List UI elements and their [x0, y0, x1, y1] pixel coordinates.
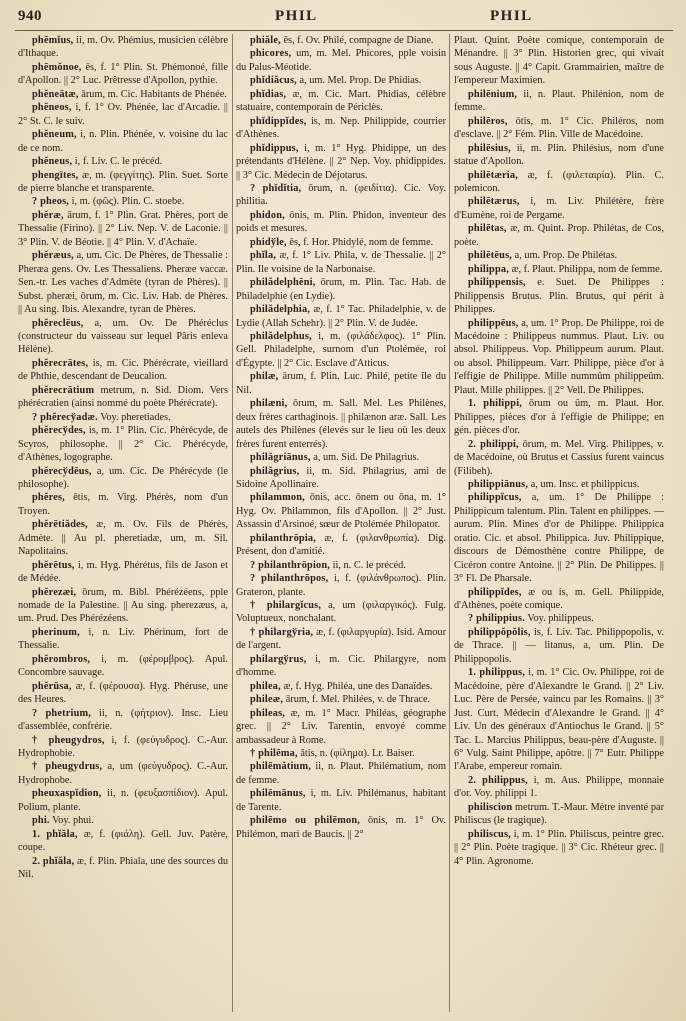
dictionary-entry [454, 491, 664, 585]
definition: i, m. Liv. Philétère, frère d'Eumène, roi de Pergame. [454, 196, 664, 221]
dictionary-entry [18, 61, 228, 88]
headword: phĕrecўdēus, [32, 465, 92, 477]
definition: ēs, f. 1° Plin. St. Phémonoé, fille d'Apollon. || 2° Luc. Prêtresse d'Apollon, pythie. [18, 61, 228, 87]
headword: philăgrius, [250, 465, 300, 477]
dictionary-entry [18, 88, 228, 101]
dictionary-entry [236, 74, 446, 87]
definition: ii, n. Plaut. Philénion, nom de femme. [454, 88, 664, 114]
headword: philădelphēni, [250, 277, 316, 289]
headword: 1. phĭăla, [32, 828, 78, 840]
definition: æ, f. Plaut. Philippa, nom de femme. [509, 263, 663, 275]
headword: philammon, [250, 492, 305, 504]
dictionary-entry [236, 182, 446, 209]
headword: ? pheos, [32, 196, 70, 208]
definition: i, m. (φέρομβρος). Apul. Concombre sauvage. [18, 653, 228, 679]
definition: is, f. Liv. Tac. Philippopolis, v. de Thrace. || — litanus, a, um. Plin. De Philippopolis. [454, 626, 664, 665]
definition: a, um. Cic. De Phérécyde (le philosophe). [18, 465, 228, 490]
headword: philæ, [250, 371, 279, 383]
headword: phidўle, [250, 236, 287, 248]
dictionary-entry [454, 263, 664, 276]
definition: a, um. Insc. et philippicus. [528, 478, 640, 490]
dictionary-entry [18, 559, 228, 586]
dictionary-entry [454, 397, 664, 437]
definition: a, um (φεύγυδρος). C.-Aur. Hydrophobe. [18, 761, 228, 786]
headword: phĕrezæi, [32, 586, 77, 598]
definition: i, m. 1° Hyg. Phidippe, un des prétendants d'Hélène. || 2° Nep. Voy. phidippides. || 3° Cic. Médecin de Déjotarus. [236, 142, 446, 181]
dictionary-entry [18, 760, 228, 787]
definition: a, um. 1° Prop. De Philippe, roi de Macédoine : Philippeus nummus. Plaut. Liv. ou absol. Philippeus. Vop. Philippeum aurum. Plaut. ou absol. Philippeum. Varr. Philippe, pièce d'or à l'effigie de Philippe. Mille nummûm philippeûm. Plaut. Mille philippes. || 2° Vell. De Philippes. [454, 317, 664, 396]
column-divider [232, 34, 233, 1012]
definition: ōtis, m. 1° Cic. Philéros, nom d'esclave. || 2° Fém. Plin. Ville de Macédoine. [454, 115, 664, 141]
dictionary-entry [236, 209, 446, 236]
dictionary-entry [236, 465, 446, 492]
dictionary-entry [18, 707, 228, 734]
dictionary-entry [236, 236, 446, 249]
headword: philippa, [468, 263, 510, 275]
headword: phicores, [250, 48, 292, 60]
dictionary-entry [454, 142, 664, 169]
definition: æ, f. (φιλαργυρία). Isid. Amour de l'argent. [236, 626, 447, 652]
definition: a, um. Ov. De Phéréclus (constructeur du vaisseau sur lequel Pâris enleva Hélène). [18, 317, 228, 356]
dictionary-entry [454, 774, 664, 801]
dictionary-entry [454, 586, 664, 613]
definition: Voy. philippeus. [524, 613, 594, 625]
definition: i, f. 1° Ov. Phénée, lac d'Arcadie. || 2° St. C. le suiv. [18, 102, 228, 127]
headword: phengītes, [32, 169, 79, 181]
dictionary-entry [454, 666, 664, 774]
definition: æ, f. (φιάλη). Gell. Juv. Patère, coupe. [18, 828, 229, 854]
definition: a, um. Cic. De Phères, de Thessalie : Pheræa gens. Ov. Les Thessaliens. Pheræe vaccæ. Sen.-tr. Les vaches d'Admète (tyran de Phères). || Subst. pheræi, ōrum, m. Cic. Liv. Hab. de Phères. || Au sing. Ibis. Alexandre, tyran de Phères. [18, 250, 228, 316]
headword: phileas, [250, 707, 286, 719]
definition: a, um. Sid. De Philagrius. [310, 452, 420, 464]
headword: phidon, [250, 209, 285, 221]
definition: æ ou is, m. Gell. Philippide, d'Athènes, poète comique. [454, 586, 664, 612]
dictionary-entry [236, 693, 446, 706]
definition: i, m. 1° Plin. Philiscus, peintre grec. || 2° Plin. Poète tragique. || 3° Cic. Rhéteur grec. || 4° Plin. Agronome. [454, 828, 664, 867]
headword: 2. philippus, [468, 774, 528, 786]
headword: philēmo ou philēmon, [250, 815, 361, 827]
dictionary-entry [236, 680, 446, 693]
headword: ? phĭdĭtia, [250, 182, 302, 194]
dictionary-entry [236, 303, 446, 330]
definition: æ, f. Plin. Phiala, une des sources du Nil. [18, 855, 229, 881]
definition: ōrum, m. Bibl. Phérézéens, pple nomade de la Palestine. || Au sing. pherezæus, a, um. Prud. Des Phérézéens. [18, 586, 228, 625]
dictionary-entry [18, 734, 228, 761]
headword: phĕrecrātium [32, 384, 95, 396]
headword: phĭdippus, [250, 142, 299, 154]
dictionary-entry [18, 249, 228, 316]
dictionary-entry [454, 478, 664, 491]
running-head-right: PHIL [490, 8, 533, 24]
definition: æ, f. (φιλανθρωπία). Dig. Présent, don d'amitié. [236, 532, 446, 558]
headword: † philargĭcus, [250, 600, 322, 612]
definition: metrum, n. Sid. Diom. Vers phérécratien (ainsi nommé du poète Phérécrate). [18, 384, 228, 410]
headword: phĭdippĭdes, [250, 115, 307, 127]
dictionary-entry [236, 276, 446, 303]
definition: ōnis, m. 1° Ov. Philémon, mari de Baucis. || 2° [236, 815, 446, 840]
dictionary-entry [454, 222, 664, 249]
headword: † philēma, [250, 748, 298, 760]
definition: i, n. Liv. Phérinum, fort de Thessalie. [18, 626, 228, 652]
headword: phĕneum, [32, 129, 77, 141]
definition: ii, n. (φήτριον). Insc. Lieu d'assemblée, confrérie. [18, 707, 228, 733]
dictionary-entry [236, 599, 446, 626]
headword: philēsius, [468, 142, 511, 154]
dictionary-column-3 [454, 34, 664, 868]
definition: is, m. 1° Plin. Cic. Phérécyde, de Scyros, philosophe. || 2° Cic. Phérécyde, d'Athènes, logographe. [18, 425, 228, 464]
dictionary-entry [236, 397, 446, 451]
definition: Voy. phui. [49, 815, 94, 827]
header-rule [15, 30, 673, 31]
definition: æ, f. 1° Tac. Philadelphie, v. de Lydie (Allah Schehr). || 2° Plin. V. de Judée. [236, 304, 446, 329]
headword: phĭdiăcus, [250, 75, 297, 87]
dictionary-entry [18, 411, 228, 424]
definition: ii, n. (φευξασπίδιον). Apul. Polium, plante. [18, 788, 228, 813]
headword: 1. philippus, [468, 667, 526, 679]
dictionary-entry [18, 814, 228, 827]
headword: phĕrētus, [32, 559, 75, 571]
dictionary-entry [18, 128, 228, 155]
definition: ōrum, n. (φειδίτια). Cic. Voy. philitia. [236, 182, 447, 208]
dictionary-entry [236, 47, 446, 74]
headword: philētæria, [468, 169, 518, 181]
dictionary-entry [18, 155, 228, 168]
dictionary-entry [236, 787, 446, 814]
column-divider [449, 34, 450, 1012]
headword: phĭla, [250, 250, 277, 262]
headword: phēmŏnoe, [32, 61, 82, 73]
headword: ? philippius. [468, 613, 525, 625]
definition: ii, n. Plaut. Philématium, nom de femme. [236, 761, 446, 786]
headword: philippĭdes, [468, 586, 522, 598]
headword: philēmānus, [250, 788, 306, 800]
dictionary-entry [454, 88, 664, 115]
dictionary-entry [454, 115, 664, 142]
dictionary-entry [236, 142, 446, 182]
headword: phĕneos, [32, 102, 72, 114]
dictionary-entry [454, 828, 664, 868]
headword: 2. phĭăla, [32, 855, 75, 867]
definition: metrum. T.-Maur. Mètre inventé par Philiscus (le tragique). [454, 801, 664, 827]
definition: ii, m. Plin. Philésius, nom d'une statue d'Apollon. [454, 142, 664, 168]
headword: phiăle, [250, 35, 281, 46]
headword: pherinum, [32, 626, 80, 638]
definition: ii, n. C. le précéd. [330, 559, 406, 571]
dictionary-entry [236, 760, 446, 787]
definition: i, m. Aus. Philippe, monnaie d'or. Voy. philippi 1. [454, 774, 664, 800]
headword: phĕres, [32, 492, 65, 504]
dictionary-entry [454, 195, 664, 222]
headword: ? phetrium, [32, 707, 92, 719]
dictionary-entry [18, 828, 228, 855]
definition: æ, f. (φέρουσα). Hyg. Phéruse, une des Heures. [18, 680, 228, 706]
definition: ēs, f. Ov. Philé, compagne de Diane. [280, 35, 434, 46]
definition: ii, m. Ov. Phémius, musicien célèbre d'Ithaque. [18, 35, 228, 60]
running-head-center: PHIL [275, 8, 318, 24]
definition: ătis, n. (φίλημα). Lr. Baiser. [297, 748, 415, 760]
headword: philădelphus, [250, 330, 312, 342]
dictionary-entry [236, 814, 446, 841]
headword: phĕrombros, [32, 653, 91, 665]
definition: a, um. Mel. Prop. De Phidias. [296, 75, 422, 87]
dictionary-entry [236, 451, 446, 464]
page-header [0, 6, 686, 30]
dictionary-entry [18, 34, 228, 61]
dictionary-entry [18, 586, 228, 626]
dictionary-entry [236, 747, 446, 760]
definition: i, f. (φιλάνθρωπος). Plin. Grateron, plante. [236, 573, 446, 598]
headword: ? philanthrōpion, [250, 559, 331, 571]
dictionary-entry [18, 195, 228, 208]
headword: philippensis, [468, 277, 526, 289]
definition: æ, f. (φιλεταιρία). Plin. C. polemicon. [454, 169, 664, 194]
headword: phĕrecrātes, [32, 357, 89, 369]
headword: phĕrecўdes, [32, 425, 86, 437]
headword: philăgriānus, [250, 452, 311, 464]
definition: ētis, m. Virg. Phérès, nom d'un Troyen. [18, 492, 228, 517]
headword: phĭdias, [250, 88, 287, 100]
definition: æ, m. Quint. Prop. Philétas, de Cos, poète. [454, 223, 664, 248]
headword: phĕneus, [32, 156, 73, 168]
headword: philētēus, [468, 250, 513, 262]
dictionary-entry [236, 491, 446, 531]
headword: phĕneātæ, [32, 88, 79, 100]
dictionary-entry [236, 249, 446, 276]
dictionary-entry [236, 34, 446, 47]
dictionary-entry [454, 801, 664, 828]
dictionary-entry [454, 612, 664, 625]
definition: um, m. Mel. Phicores, pple voisin du Palus-Méotide. [236, 48, 446, 73]
dictionary-column-1 [18, 34, 228, 882]
dictionary-entry [236, 330, 446, 370]
definition: æ, m. 1° Macr. Philéas, géographe grec. || 2° Liv. Tarentin, envoyé comme ambassadeur à Rome. [236, 707, 446, 746]
headword: philippĭcus, [468, 492, 522, 504]
definition: i, m. (φιλάδελφος). 1° Plin. Gell. Philadelphe, surnom d'un Ptolémée, roi d'Égypte. || 2° Cic. Esclave d'Atticus. [236, 330, 446, 369]
headword: philæni, [250, 398, 288, 410]
headword: philădelphia, [250, 304, 311, 316]
headword: ? phĕrecўadæ. [32, 411, 98, 423]
definition: ōrum, m. Sall. Mel. Les Philènes, deux frères carthaginois. || philænon aræ. Sall. Les autels des Philènes (élevés sur le lieu où les deux frères furent enterrés). [236, 398, 446, 450]
headword: philargўrus, [250, 653, 307, 665]
dictionary-entry [18, 787, 228, 814]
definition: æ, f. Hyg. Philéa, une des Danaïdes. [280, 680, 433, 692]
headword: † pheugydrus, [32, 761, 103, 773]
headword: phĕrūsa, [32, 680, 72, 692]
definition: ōnis, m. Plin. Phidon, inventeur des poids et mesures. [236, 209, 446, 235]
dictionary-entry [454, 317, 664, 398]
headword: 2. philippi, [468, 438, 519, 450]
headword: phi. [32, 815, 50, 827]
definition: ōrum, m. Mel. Virg. Philippes, v. de Macédoine, où Brutus et Cassius furent vaincus (Filibeh). [454, 438, 665, 477]
dictionary-entry [18, 626, 228, 653]
headword: philētærus, [468, 196, 520, 208]
dictionary-entry [236, 653, 446, 680]
definition: i, m. Cic. Philargyre, nom d'homme. [236, 653, 446, 679]
definition: i, f. (φεύγυδρος). C.-Aur. Hydrophobie. [18, 734, 228, 760]
headword: † philargўria, [250, 626, 314, 638]
headword: philanthrōpia, [250, 532, 317, 544]
page-number: 940 [18, 8, 42, 24]
headword: philippŏpŏlis, [468, 626, 531, 638]
definition: ārum, f. Plin. Luc. Philé, petite île du Nil. [236, 371, 446, 396]
dictionary-entry [18, 317, 228, 357]
headword: phileæ, [250, 694, 284, 706]
definition: ārum, f. Mel. Philées, v. de Thrace. [283, 694, 431, 706]
definition: ii, m. Sid. Philagrius, ami de Sidoine Apollinaire. [236, 465, 446, 490]
headword: † pheugydros, [32, 734, 105, 746]
dictionary-entry [18, 653, 228, 680]
definition: Voy. pheretiades. [97, 411, 171, 423]
definition: i, m. Hyg. Phérétus, fils de Jason et de Médée. [18, 559, 228, 585]
definition: æ, f. 1° Liv. Phila, v. de Thessalie. || 2° Plin. Ile voisine de la Narbonaise. [236, 250, 446, 275]
headword: philēros, [468, 115, 508, 127]
headword: pheuxaspĭdion, [32, 788, 102, 800]
headword: phēmĭus, [32, 35, 74, 46]
headword: philea, [250, 680, 281, 692]
dictionary-entry [18, 169, 228, 196]
headword: philētas, [468, 223, 507, 235]
headword: philiscus, [468, 828, 511, 840]
definition: i, m. Liv. Philémanus, habitant de Tarente. [236, 788, 446, 813]
headword: philippiānus, [468, 478, 529, 490]
dictionary-entry [18, 424, 228, 464]
headword: phĕræus, [32, 250, 74, 262]
definition: a, um (φιλαργικός). Fulg. Voluptueux, nonchalant. [236, 600, 446, 625]
dictionary-entry [236, 532, 446, 559]
headword: philēnium, [468, 88, 518, 100]
headword: 1. philippi, [468, 398, 523, 410]
definition: ōnis, acc. ōnem ou ōna, m. 1° Hyg. Ov. Philammon, fils d'Apollon. || 2° Just. Assassin d'Arsinoé, sœur de Ptolémée Philopator. [236, 492, 446, 531]
headword: ? philanthrōpos, [250, 573, 329, 585]
headword: phĕræ, [32, 209, 64, 221]
dictionary-entry [18, 491, 228, 518]
dictionary-entry [18, 357, 228, 384]
dictionary-entry [236, 559, 446, 572]
definition: is, m. Cic. Phérécrate, vieillard de Phthie, descendant de Deucalion. [18, 357, 228, 383]
definition: e. Suet. De Philippes : Philippensis Brutus. Plin. Brutus, qui périt à Philippes. [454, 277, 664, 316]
dictionary-entry [18, 518, 228, 558]
headword: philiscion [468, 801, 513, 813]
dictionary-entry [236, 370, 446, 397]
headword: phĕreclēus, [32, 317, 84, 329]
definition: æ, m. Ov. Fils de Phérès, Admète. || Au pl. pheretiadæ, um, m. Sil. Napolitains. [18, 519, 228, 558]
dictionary-entry [18, 101, 228, 128]
dictionary-entry [454, 249, 664, 262]
definition: Plaut. Quint. Poète comique, contemporain de Ménandre. || 3° Plin. Historien grec, qui vivait sous Auguste. || 4° Capit. Grammairien, maître de l'empereur Maximien. [454, 35, 664, 87]
dictionary-entry [454, 438, 664, 478]
dictionary-entry [18, 465, 228, 492]
definition: a, um. 1° De Philippe : Philippicum talentum. Plin. Talent en philippes. — aurum. Plin. Mines d'or de Philippe. Philippica oratio. Cic. et absol. Philippica. Juv. Philippique, discours de Démosthène contre Philippe, de Cicéron contre Antoine. || 2° Plin. De Philippes. || 3° Fl. De Pharsale. [454, 492, 664, 585]
definition: æ, m. Cic. Mart. Phidias, célèbre statuaire, contemporain de Périclès. [236, 88, 446, 114]
dictionary-entry [18, 209, 228, 249]
dictionary-entry [236, 115, 446, 142]
definition: ārum, f. 1° Plin. Grat. Phères, port de Thessalie (Firino). || 2° Liv. Nep. V. de Laconie. || 3° Plin. V. de Béotie. || 4° Plin. V. d'Achaïe. [18, 209, 228, 248]
definition: æ, m. (φεγγίτης). Plin. Suet. Sorte de pierre blanche et transparente. [18, 169, 228, 194]
dictionary-entry [236, 572, 446, 599]
dictionary-entry [454, 169, 664, 196]
headword: philippēus, [468, 317, 519, 329]
dictionary-entry [18, 680, 228, 707]
dictionary-entry [236, 707, 446, 747]
headword: phĕrētiădes, [32, 519, 88, 531]
definition: ārum, m. Cic. Habitants de Phénée. [78, 88, 227, 100]
dictionary-column-2 [236, 34, 446, 841]
dictionary-entry [236, 626, 446, 653]
dictionary-entry [454, 34, 664, 88]
dictionary-entry [18, 384, 228, 411]
dictionary-entry [18, 855, 228, 882]
dictionary-entry [454, 276, 664, 316]
definition: a, um. Prop. De Philétas. [512, 250, 618, 262]
definition: ōrum ou ûm, m. Plaut. Hor. Philippes, pièces d'or à l'effigie de Philippe; en gén. pièces d'or. [454, 398, 664, 437]
definition: is, m. Nep. Philippide, courrier d'Athènes. [236, 115, 446, 141]
definition: i, m. 1° Cic. Ov. Philippe, roi de Macédoine, père d'Alexandre le Grand. || 2° Liv. Luc. Père de Persée, vaincu par les Romains. || 3° Just. Curt. Médecin d'Alexandre le Grand. || 4° Liv. Un des généraux d'Antiochus le Grand. || 5° Tac. L. Marcius Philippus, beau-père d'Auguste. || 6° Vulg. Saint Philippe, apôtre. || 7° Eutr. Philippe l'Arabe, empereur romain. [454, 667, 664, 773]
dictionary-entry [236, 88, 446, 115]
definition: i, f. Liv. C. le précéd. [72, 156, 163, 168]
definition: ēs, f. Hor. Phidylé, nom de femme. [286, 236, 434, 248]
dictionary-entry [454, 626, 664, 666]
headword: philēmătium, [250, 761, 312, 773]
definition: i, m. (φῶς). Plin. C. stoebe. [69, 196, 185, 208]
definition: ōrum, m. Plin. Tac. Hab. de Philadelphie (en Lydie). [236, 277, 446, 302]
definition: i, n. Plin. Phénée, v. voisine du lac de ce nom. [18, 129, 228, 154]
